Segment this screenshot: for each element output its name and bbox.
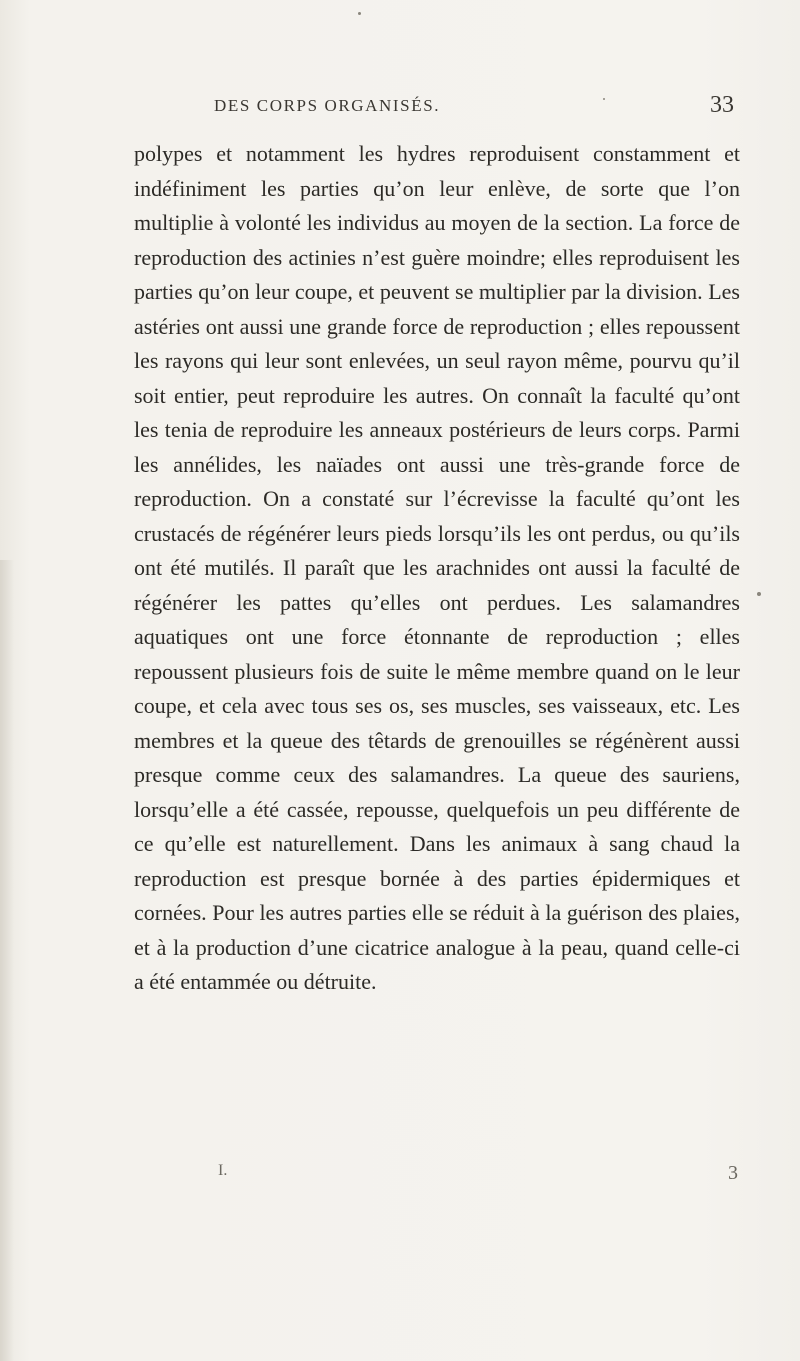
signature-mark-right: 3: [728, 1162, 738, 1184]
page-footer: [218, 1162, 738, 1192]
body-paragraph: polypes et notamment les hydres reproduisent constamment et indéfiniment les parties qu’on leur enlève, de sorte que l’on multiplie à volonté les individus au moyen de la section. La force de reproduction des actinies n’est guère moindre; elles reproduisent les parties qu’on leur coupe, et peuvent se multiplier par la division. Les astéries ont aussi une grande force de reproduction ; elles repoussent les rayons qui leur sont enlevées, un seul rayon même, pourvu qu’il soit entier, peut reproduire les autres. On connaît la faculté qu’ont les tenia de reproduire les anneaux postérieurs de leurs corps. Parmi les annélides, les naïades ont aussi une très-grande force de reproduction. On a constaté sur l’écrevisse la faculté qu’ont les crustacés de régénérer leurs pieds lorsqu’ils les ont perdus, ou qu’ils ont été mutilés. Il paraît que les arachnides ont aussi la faculté de régénérer les pattes qu’elles ont perdues. Les salamandres aquatiques ont une force étonnante de reproduction ; elles repoussent plusieurs fois de suite le même membre quand on le leur coupe, et cela avec tous ses os, ses muscles, ses vaisseaux, etc. Les membres et la queue des têtards de grenouilles se régénèrent aussi presque comme ceux des salamandres. La queue des sauriens, lorsqu’elle a été cassée, repousse, quelquefois un peu différente de ce qu’elle est naturellement. Dans les animaux à sang chaud la reproduction est presque bornée à des parties épidermiques et cornées. Pour les autres parties elle se réduit à la guérison des plaies, et à la production d’une cicatrice analogue à la peau, quand celle-ci a été entammée ou détruite.: [134, 141, 740, 994]
page-edge-shadow: [0, 560, 14, 1361]
running-title: DES CORPS ORGANISÉS.: [214, 96, 441, 115]
page-number: 33: [710, 92, 734, 118]
paper-speck: [358, 12, 361, 15]
paper-speck: [757, 592, 761, 596]
paper-speck: [603, 98, 605, 100]
signature-mark-left: I.: [218, 1162, 228, 1179]
page-header: [214, 92, 734, 122]
